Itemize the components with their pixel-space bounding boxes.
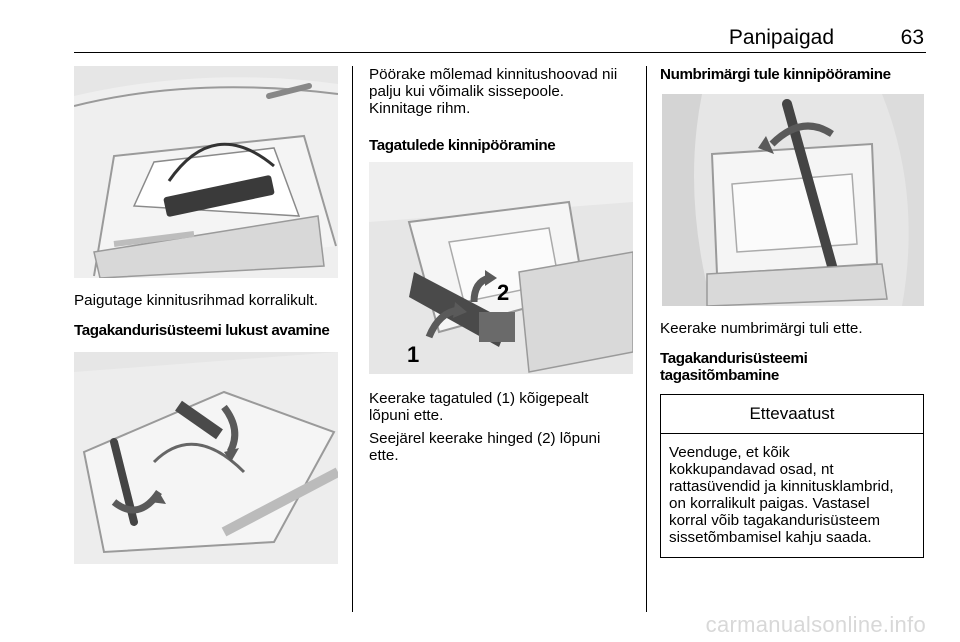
caution-body: Veenduge, et kõik kokkupandavad osad, nt rattasüvendid ja kinnitusklambrid, on korralikult paigas. Vastasel korral võib tagakandurisüsteem sissetõmbamisel kahju saada. xyxy=(669,444,894,546)
right-heading-2: Tagakandurisüsteemi tagasitõmbamine xyxy=(660,350,808,384)
middle-step2: Seejärel keerake hinged (2) lõpuni ette. xyxy=(369,430,601,464)
middle-intro: Pöörake mõlemad kinnitushoovad nii palju kui võimalik sissepoole. Kinnitage rihm. xyxy=(369,66,618,117)
middle-heading: Tagatulede kinnipööramine xyxy=(369,137,556,154)
page-title: Panipaigad xyxy=(728,26,834,49)
callout-1: 1 xyxy=(407,342,420,367)
illustration-license-plate-light xyxy=(662,94,924,306)
right-heading: Numbrimärgi tule kinnipööramine xyxy=(660,66,891,83)
left-caption: Paigutage kinnitusrihmad korralikult. xyxy=(74,292,318,309)
caution-title: Ettevaatust xyxy=(661,395,923,434)
illustration-tail-lights xyxy=(369,162,633,374)
illustration-strap-placement xyxy=(74,66,338,278)
column-divider-right xyxy=(646,66,647,612)
column-divider-left xyxy=(352,66,353,612)
callout-2: 2 xyxy=(497,280,510,305)
illustration-unlocking xyxy=(74,352,338,564)
caution-box xyxy=(660,394,924,558)
watermark: carmanualsonline.info xyxy=(705,612,926,637)
right-caption: Keerake numbrimärgi tuli ette. xyxy=(660,320,863,337)
page-header xyxy=(74,26,926,50)
left-heading: Tagakandurisüsteemi lukust avamine xyxy=(74,322,330,339)
page-number: 63 xyxy=(900,26,924,49)
middle-step1: Keerake tagatuled (1) kõigepealt lõpuni ette. xyxy=(369,390,589,424)
header-rule xyxy=(74,52,926,53)
